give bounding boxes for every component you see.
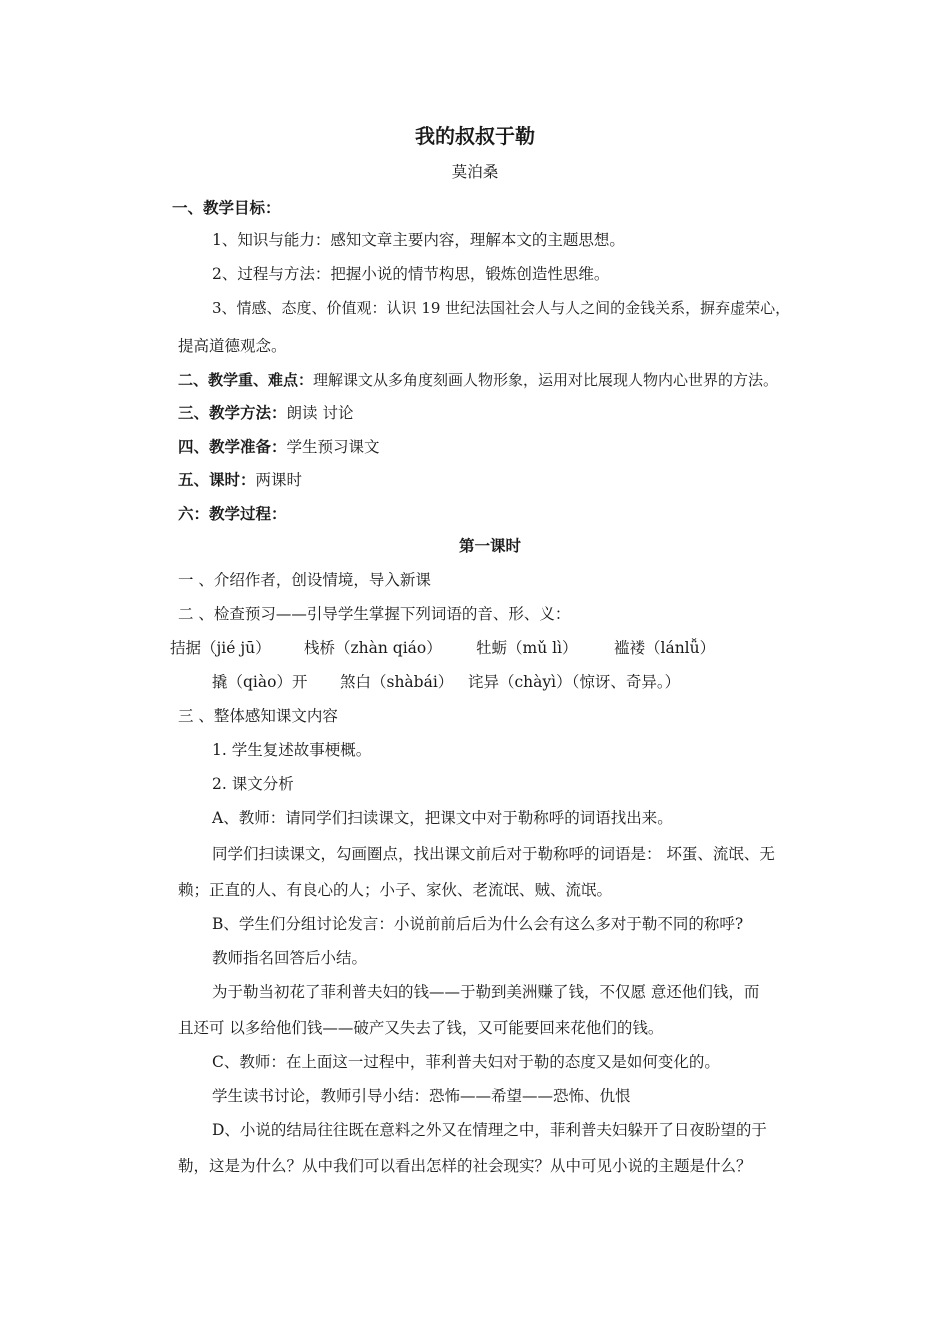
question-d-line1: D、小说的结局往往既在意料之外又在情理之中，菲利普夫妇躲开了日夜盼望的于 (212, 1121, 767, 1139)
objective-2: 2、过程与方法：把握小说的情节构思，锻炼创造性思维。 (212, 265, 610, 283)
step-3: 三 、整体感知课文内容 (178, 707, 338, 725)
section-process: 六：教学过程： (178, 504, 287, 523)
question-a: A、教师：请同学们扫读课文，把课文中对于勒称呼的词语找出来。 (212, 809, 673, 827)
vocab-item: 栈桥（zhàn qiáo） (304, 639, 442, 657)
step-3-1: 1. 学生复述故事梗概。 (212, 741, 372, 759)
question-b: B、学生们分组讨论发言：小说前前后后为什么会有这么多对于勒不同的称呼? (212, 915, 744, 933)
vocab-item: 撬（qiào）开 (212, 673, 308, 691)
answer-c: 学生读书讨论，教师引导小结：恐怖——希望——恐怖、仇恨 (212, 1087, 631, 1105)
vocab-item: 拮据（jié jū） (170, 639, 271, 657)
section-class-hours: 五、课时：两课时 (178, 470, 303, 489)
answer-b-line1: 为于勒当初花了菲利普夫妇的钱——于勒到美洲赚了钱，不仅愿 意还他们钱，而 (212, 983, 760, 1001)
objective-1: 1、知识与能力：感知文章主要内容，理解本文的主题思想。 (212, 231, 625, 249)
section-methods: 三、教学方法：朗读 讨论 (178, 403, 354, 422)
answer-a-line2: 赖；正直的人、有良心的人；小子、家伙、老流氓、贼、流氓。 (178, 881, 613, 899)
answer-b-line2: 且还可 以多给他们钱——破产又失去了钱，又可能要回来花他们的钱。 (178, 1019, 664, 1037)
question-c: C、教师：在上面这一过程中，菲利普夫妇对于勒的态度又是如何变化的。 (212, 1053, 720, 1071)
section-key-points: 二、教学重、难点：理解课文从多角度刻画人物形象，运用对比展现人物内心世界的方法。 (178, 371, 779, 389)
vocab-row-2 (212, 672, 681, 692)
question-b-note: 教师指名回答后小结。 (212, 949, 368, 967)
vocab-item: 诧异（chàyì）（惊讶、奇异。） (468, 673, 681, 691)
vocab-item: 煞白（shàbái） (340, 673, 454, 691)
answer-a-line1: 同学们扫读课文，勾画圈点，找出课文前后对于勒称呼的词语是： 坏蛋、流氓、无 (212, 845, 775, 863)
author-name: 莫泊桑 (451, 163, 499, 181)
document-title: 我的叔叔于勒 (415, 124, 535, 148)
question-d-line2: 勒，这是为什么？从中我们可以看出怎样的社会现实？从中可见小说的主题是什么？ (178, 1157, 752, 1175)
lesson-title: 第一课时 (458, 536, 521, 555)
step-1: 一 、介绍作者，创设情境，导入新课 (178, 571, 431, 589)
section-heading-objectives: 一、教学目标： (172, 198, 281, 217)
step-3-2: 2. 课文分析 (212, 775, 294, 793)
vocab-row-1 (170, 638, 716, 658)
vocab-item: 褴褛（lánlǚ） (614, 639, 716, 657)
objective-3-cont: 提高道德观念。 (178, 337, 287, 355)
section-preparation: 四、教学准备：学生预习课文 (178, 437, 380, 456)
vocab-item: 牡蛎（mǔ lì） (476, 639, 578, 657)
objective-3: 3、情感、态度、价值观：认识 19 世纪法国社会人与人之间的金钱关系，摒弃虚荣心， (212, 299, 791, 317)
step-2: 二 、检查预习——引导学生掌握下列词语的音、形、义： (178, 605, 571, 623)
